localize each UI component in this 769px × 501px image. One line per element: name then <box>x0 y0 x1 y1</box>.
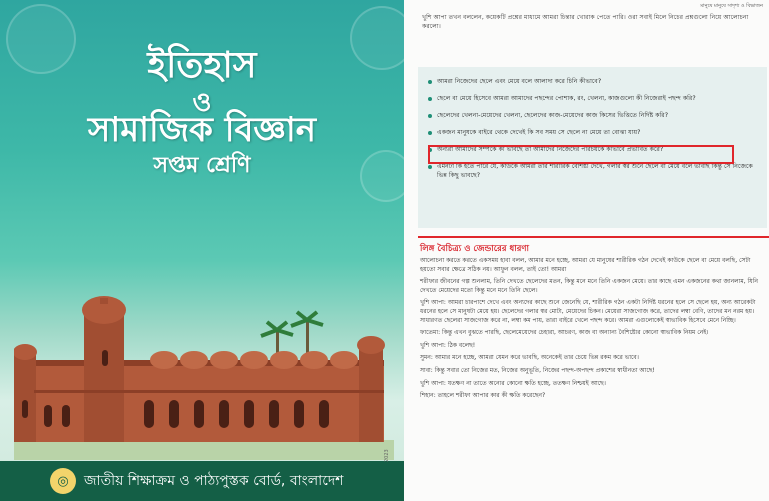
cover-title-line2: ও <box>192 88 212 118</box>
question-item <box>428 162 759 180</box>
question-text: ছেলেদের খেলনা-মেয়েদের খেলনা, ছেলেদের কাজ-মেয়েদের কাজ কিসের ভিত্তিতে নির্দিষ্ট করি? <box>437 112 668 119</box>
page-header: মানুষে মানুষে সাদৃশ্য ও বিভাজন <box>700 3 763 9</box>
intro-paragraph: খুশি আপা তখন বললেন, কয়েকটি প্রশ্নের মাধ্যমে আমরা চিন্তার খোরাক পেতে পারি। ওরা সবাই মিলে নিচের প্রশ্নগুলো নিয়ে আলোচনা করলো। <box>422 14 749 30</box>
body-paragraph: আলোচনা করতে করতে একসময় হাবা বলল, আমার মনে হচ্ছে, আমরা যে মানুষের শারীরিক গঠন দেখেই কাউকে ছেলে বা মেয়ে বলছি, সেটা হয়তো সবার ক্ষেত্রে সঠিক নয়। আফুন বলল, তাই তো! আমরা <box>420 257 751 273</box>
bullet-icon <box>428 80 432 84</box>
question-item <box>428 94 759 103</box>
publisher-name: জাতীয় শিক্ষাক্রম ও পাঠ্যপুস্তক বোর্ড, বাংলাদেশ <box>84 473 344 489</box>
body-paragraph: ফাতেমা: কিন্তু এখন বুঝতে পারছি, ছেলেমেয়েদের চেহারা, আচরণ, কাজ বা অন্যান্য বৈশিষ্ট্যের কোনো স্বাভাবিক নিয়ম নেই। <box>420 329 709 337</box>
section-body <box>420 257 766 405</box>
section-rule <box>418 236 769 238</box>
cover-footer <box>0 461 404 501</box>
question-text: একজন মানুষকে বাইরে থেকে দেখেই কি সব সময় সে ছেলে না মেয়ে তা বোঝা যায়? <box>437 129 641 136</box>
body-paragraph: সুমন: আমার মনে হচ্ছে, আমরা যেমন করে ভাবছি, অনেকেই তার চেয়ে ভিন্ন রকম করে ভাবে। <box>420 354 639 362</box>
bullet-icon <box>428 114 432 118</box>
question-text: ছেলে বা মেয়ে হিসেবে আমরা আমাদের পছন্দের পোশাক, রং, খেলনা, কাজগুলো কী নিজেরাই পছন্দ করি? <box>437 95 696 102</box>
section-title: লিঙ্গ বৈচিত্র্য ও জেন্ডারের ধারণা <box>420 244 529 254</box>
cover-title-line3: সামাজিক বিজ্ঞান <box>87 110 317 150</box>
question-text: আমরা নিজেদের ছেলে এবং মেয়ে বলে আলাদা করে চিনি কীভাবে? <box>437 78 602 85</box>
highlight-box <box>428 145 734 164</box>
body-paragraph: খুশি আপা: যতক্ষণ না তাতে অন্যের কোনো ক্ষতি হচ্ছে, ততক্ষণ নিশ্চয়ই আছে। <box>420 379 606 387</box>
textbook-page <box>404 0 769 501</box>
cover-title-line1: ইতিহাস <box>147 45 257 86</box>
side-print-code: 2023 <box>384 449 390 462</box>
question-box <box>418 67 767 228</box>
body-paragraph: সাবা: কিন্তু সবার তো নিজের মত, নিজের অনুভূতি, নিজের পছন্দ-অপছন্দ প্রকাশের স্বাধীনতা আছে! <box>420 366 655 374</box>
body-paragraph: খুশি আপা: আমরা চারপাশে দেখে এবং অন্যদের কাছে শুনে জেনেছি যে, শারীরিক গঠন একটা নির্দিষ্ট ধরনের হলে সে ছেলে হয়, অন্য আরেকটা ধরনের হলে সে মানুষটা মেয়ে হয়। ছেলেদের গলার স্বর মোটা, মেয়েদের চিকন। মেয়েরা সাজগোজ করে, তাদের লম্বা বেণি, তাদের মন নরম হয়। সাধারণত ছেলেরা সাজগোজ করে না, লম্বা কম পায়, তারা বাইরে খেলে পছন্দ করে। আমরা এগুলোকেই স্বাভাবিক হিসেবে মেনে নিচ্ছি। <box>420 299 756 324</box>
question-item <box>428 111 759 120</box>
body-paragraph: খুশি আপা: ঠিক বলেছ! <box>420 341 476 349</box>
bullet-icon <box>428 131 432 135</box>
body-paragraph: শিহান: তাহলে শরীফা আপার কার কী ক্ষতি করেছেন? <box>420 392 546 400</box>
mosque-illustration-svg <box>14 290 394 460</box>
body-paragraph: শরীফার জীবনের গল্প শুনলাম, তিনি দেখতে ছেলেদের মতন, কিন্তু মনে মনে তিনি একজন মেয়ে। তার কাছে এমন একজনের কথা জানলাম, যিনি দেখতে মেয়েদের মতো কিন্তু মনে মনে তিনি ছেলে। <box>420 278 758 294</box>
question-text: অন্যরা আমাদের সম্পর্কে কী ভাবছে তা আমাদের নিজেদের পরিচয়কে কীভাবে প্রভাবিত করে? <box>437 146 664 153</box>
cover-grade: সপ্তম শ্রেণি <box>153 153 251 178</box>
bullet-icon <box>428 165 432 169</box>
question-item-highlighted <box>428 128 759 137</box>
nctb-logo-icon: ◎ <box>50 468 76 494</box>
mosque-illustration <box>14 290 394 460</box>
question-text: এমনটা কি হতে পারে যে, কাউকে আমরা তার শারীরিক বৈশিষ্ট্য দেখে, গলার স্বর শুনে ছেলে বা মেয়ে বলে ভাবছি কিন্তু সে নিজেকে ভিন্ন কিছু ভাবছে? <box>437 163 753 179</box>
bullet-icon <box>428 97 432 101</box>
question-item <box>428 77 759 86</box>
